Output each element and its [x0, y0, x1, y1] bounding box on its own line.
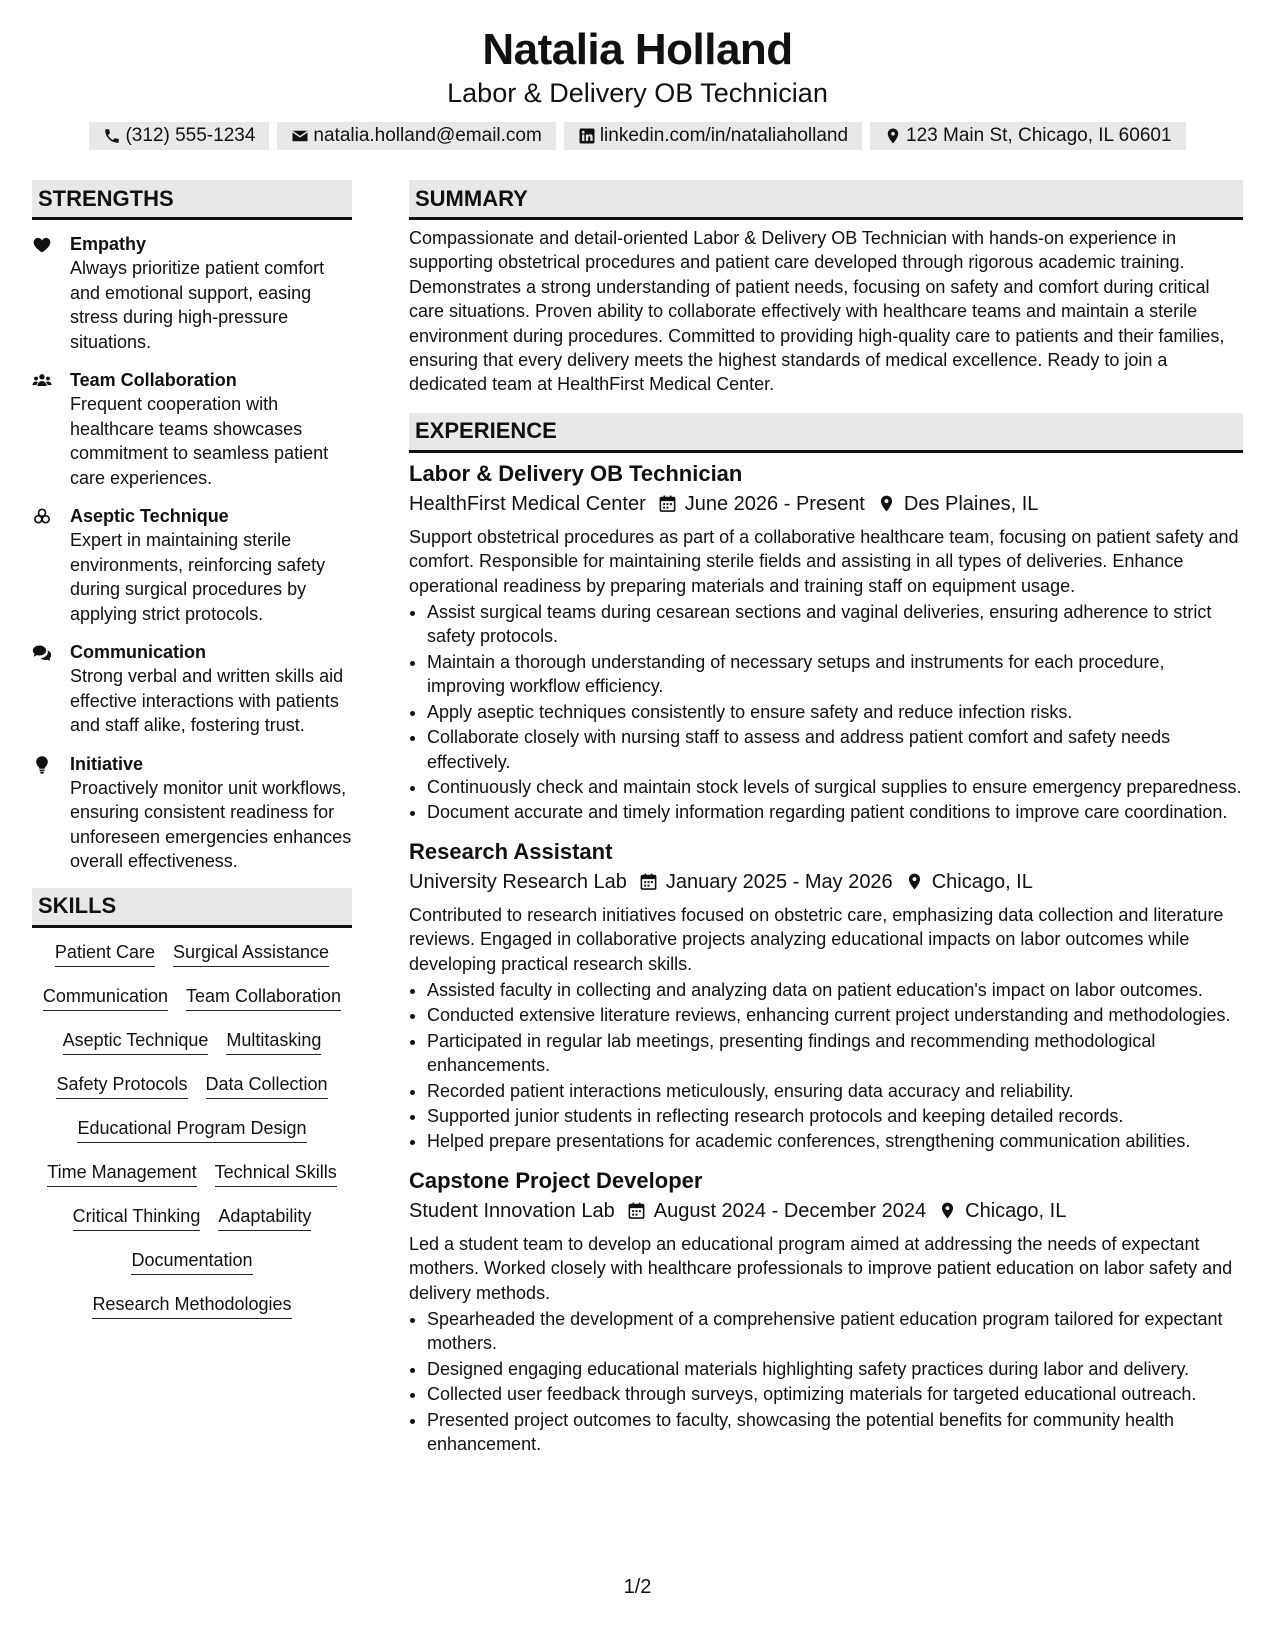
skill-tag: Team Collaboration [186, 984, 341, 1011]
calendar-icon [627, 1201, 646, 1220]
list-item: • Supported junior students in reflecting research protocols and keeping detailed records. [427, 1104, 1243, 1128]
skill-tag: Technical Skills [215, 1160, 337, 1187]
location-pin-icon [905, 872, 924, 891]
experience-heading: EXPERIENCE [409, 413, 1243, 453]
list-item: • Assisted faculty in collecting and analyzing data on patient education's impact on labor outcomes. [427, 978, 1243, 1002]
strength-desc: Expert in maintaining sterile environments, reinforcing safety during surgical procedures by applying strict protocols. [70, 530, 326, 624]
job-location: Chicago, IL [965, 1199, 1067, 1222]
list-item: • Recorded patient interactions meticulously, ensuring data accuracy and reliability. [427, 1079, 1243, 1103]
skill-tag: Critical Thinking [73, 1204, 201, 1231]
job-meta [409, 489, 1243, 519]
skill-tag: Documentation [131, 1248, 252, 1275]
candidate-name: Natalia Holland [482, 25, 793, 74]
right-column [409, 180, 1243, 1456]
job-dates: August 2024 - December 2024 [653, 1199, 927, 1222]
location-pin-icon [877, 494, 896, 513]
job-bullets [409, 1307, 1243, 1456]
strength-title: Initiative [70, 753, 144, 774]
list-item: • Apply aseptic techniques consistently to ensure safety and reduce infection risks. [427, 700, 1243, 724]
contact-phone-text: (312) 555-1234 [125, 125, 256, 146]
job-location: Des Plaines, IL [903, 492, 1039, 515]
comments-icon [32, 643, 52, 663]
linkedin-icon [578, 127, 596, 145]
skill-tag: Safety Protocols [56, 1072, 187, 1099]
list-item: • Presented project outcomes to faculty, showcasing the potential benefits for community health enhancement. [427, 1408, 1243, 1457]
strength-item [32, 752, 352, 874]
phone-icon [103, 127, 121, 145]
list-item: • Document accurate and timely information regarding patient conditions to improve care coordination. [427, 800, 1243, 824]
users-icon [32, 371, 52, 391]
strength-title: Communication [70, 642, 207, 662]
skill-tag: Time Management [47, 1160, 196, 1187]
envelope-icon [291, 127, 309, 145]
calendar-icon [658, 494, 677, 513]
job-title: Labor & Delivery OB Technician [409, 460, 743, 486]
skills-section [32, 888, 352, 1319]
strength-item [32, 368, 352, 490]
job-bullets [409, 600, 1243, 825]
job-dates: January 2025 - May 2026 [665, 870, 893, 893]
contact-address-text: 123 Main St, Chicago, IL 60601 [906, 125, 1172, 146]
location-pin-icon [884, 127, 902, 145]
heart-icon [32, 235, 52, 255]
skills-list [32, 928, 352, 1319]
list-item: • Conducted extensive literature reviews, enhancing current project understanding and methodologies. [427, 1003, 1243, 1027]
skills-heading: SKILLS [32, 888, 352, 928]
job-entry [409, 837, 1243, 1154]
job-title: Capstone Project Developer [409, 1167, 703, 1193]
candidate-title: Labor & Delivery OB Technician [447, 78, 828, 108]
job-org: Student Innovation Lab [409, 1199, 615, 1222]
list-item: • Collected user feedback through surveys, optimizing materials for targeted educational outreach. [427, 1382, 1243, 1406]
job-meta [409, 867, 1243, 897]
strengths-list [32, 220, 352, 874]
skill-tag: Communication [43, 984, 168, 1011]
list-item: • Helped prepare presentations for academic conferences, strengthening communication abilities. [427, 1129, 1243, 1153]
job-meta [409, 1196, 1243, 1226]
strength-desc: Always prioritize patient comfort and emotional support, easing stress during high-pressure situations. [70, 258, 325, 352]
strength-title: Aseptic Technique [70, 506, 229, 526]
job-bullets [409, 978, 1243, 1154]
job-entry [409, 459, 1243, 825]
list-item: • Spearheaded the development of a comprehensive patient education program tailored for expectant mothers. [427, 1307, 1243, 1356]
resume-body [32, 180, 1243, 1456]
job-location: Chicago, IL [931, 870, 1033, 893]
list-item: • Continuously check and maintain stock levels of surgical supplies to ensure emergency preparedness. [427, 775, 1243, 799]
list-item: • Assist surgical teams during cesarean sections and vaginal deliveries, ensuring adherence to strict safety protocols. [427, 600, 1243, 649]
job-description: Contributed to research initiatives focused on obstetric care, emphasizing data collection and literature reviews. Engaged in collaborative projects analyzing educational impacts on labor outcomes while developing practical research skills. [409, 904, 1224, 974]
strength-desc: Frequent cooperation with healthcare teams showcases commitment to seamless patient care experiences. [70, 394, 329, 488]
job-title: Research Assistant [409, 838, 613, 864]
job-description: Led a student team to develop an educational program aimed at addressing the needs of expectant mothers. Worked closely with healthcare professionals to improve patient education on labor safety and delivery methods. [409, 1233, 1233, 1303]
contact-email[interactable] [277, 122, 555, 150]
location-pin-icon [938, 1201, 957, 1220]
contact-phone[interactable] [89, 122, 269, 150]
skill-tag: Multitasking [226, 1028, 321, 1055]
skill-tag: Research Methodologies [92, 1292, 291, 1319]
left-column [32, 180, 352, 1456]
summary-text: Compassionate and detail-oriented Labor & Delivery OB Technician with hands-on experience in supporting obstetrical procedures and patient care developed through rigorous academic training. Demonstrates a strong understanding of patient needs, focusing on safety and comfort during critical care situations. Proven ability to collaborate effectively with healthcare teams and maintain a sterile environment during procedures. Committed to providing high-quality care to patients and their families, ensuring that every delivery meets the highest standards of medical excellence. Ready to join a dedicated team at HealthFirst Medical Center. [409, 228, 1225, 395]
skill-tag: Patient Care [55, 940, 155, 967]
resume-header [0, 0, 1275, 150]
strength-title: Empathy [70, 234, 147, 254]
contact-address [870, 122, 1185, 150]
calendar-icon [639, 872, 658, 891]
strength-desc: Proactively monitor unit workflows, ensuring consistent readiness for unforeseen emergencies enhances overall effectiveness. [70, 777, 352, 871]
job-dates: June 2026 - Present [684, 492, 865, 515]
contact-linkedin-text: linkedin.com/in/nataliaholland [599, 125, 849, 146]
skill-tag: Aseptic Technique [63, 1028, 209, 1055]
list-item: • Designed engaging educational materials highlighting safety practices during labor and delivery. [427, 1357, 1243, 1381]
job-org: University Research Lab [409, 870, 627, 893]
job-org: HealthFirst Medical Center [409, 492, 646, 515]
strength-item [32, 504, 352, 626]
list-item: • Maintain a thorough understanding of necessary setups and instruments for each procedure, improving workflow efficiency. [427, 650, 1243, 699]
skill-tag: Surgical Assistance [173, 940, 329, 967]
job-entry [409, 1166, 1243, 1457]
strengths-heading: STRENGTHS [32, 180, 352, 220]
biohazard-icon [32, 507, 52, 527]
skill-tag: Data Collection [206, 1072, 328, 1099]
lightbulb-icon [32, 755, 52, 775]
strength-title: Team Collaboration [70, 370, 237, 390]
summary-heading: SUMMARY [409, 180, 1243, 220]
contact-linkedin[interactable] [564, 122, 862, 150]
job-description: Support obstetrical procedures as part of a collaborative healthcare team, focusing on patient safety and comfort. Responsible for maintaining sterile fields and assisting in all types of deliveries. Enhance operational readiness by preparing materials and training staff on equipment usage. [409, 526, 1239, 596]
strength-item [32, 640, 352, 738]
list-item: • Participated in regular lab meetings, presenting findings and recommending methodological enhancements. [427, 1029, 1243, 1078]
page-number: 1/2 [623, 1576, 652, 1598]
contact-bar [0, 122, 1275, 150]
list-item: • Collaborate closely with nursing staff to assess and address patient comfort and safety needs effectively. [427, 725, 1243, 774]
skill-tag: Adaptability [218, 1204, 311, 1231]
skill-tag: Educational Program Design [77, 1116, 306, 1143]
contact-email-text: natalia.holland@email.com [313, 125, 542, 146]
strength-desc: Strong verbal and written skills aid effective interactions with patients and staff alike, fostering trust. [70, 666, 344, 735]
strength-item [32, 232, 352, 354]
